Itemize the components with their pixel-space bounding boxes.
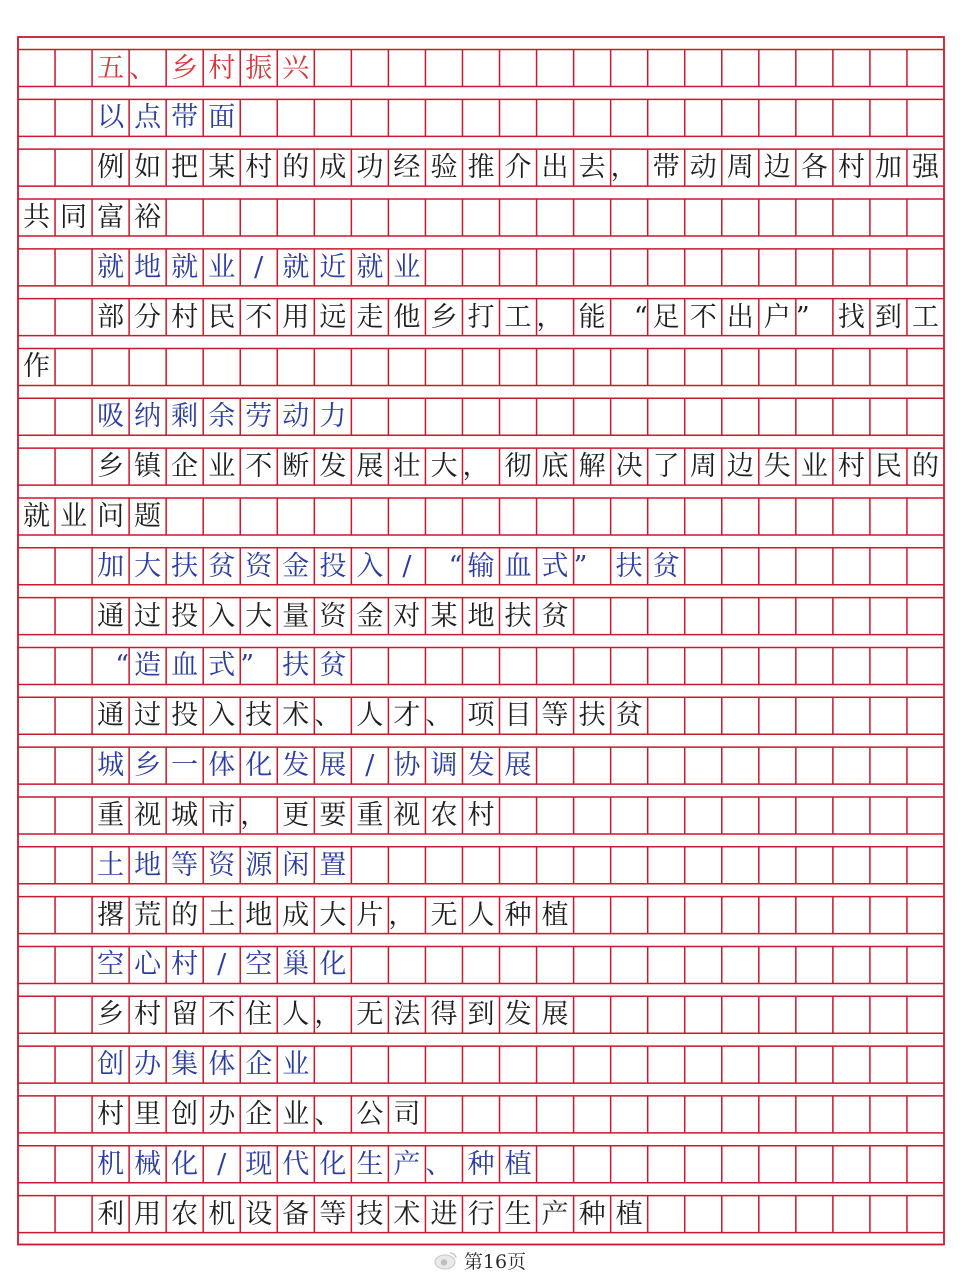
grid-character: 、 bbox=[314, 700, 342, 732]
page-number: 第16页 bbox=[463, 1250, 527, 1273]
grid-character: 远 bbox=[319, 301, 347, 333]
grid-character: 工 bbox=[911, 301, 939, 333]
grid-character: 的 bbox=[171, 899, 199, 931]
grid-character: 近 bbox=[319, 251, 347, 283]
grid-character: 企 bbox=[245, 1098, 273, 1130]
grid-character: 出 bbox=[541, 152, 569, 184]
grid-character: 扶 bbox=[578, 700, 606, 732]
grid-character: 、 bbox=[425, 700, 453, 732]
grid-character: ， bbox=[314, 999, 342, 1031]
grid-character: 式 bbox=[541, 550, 569, 582]
grid-character: 带 bbox=[171, 102, 199, 134]
grid-character: 贫 bbox=[652, 550, 680, 582]
grid-character: 足 bbox=[652, 301, 680, 333]
grid-character: ， bbox=[462, 451, 490, 483]
grid-character: 利 bbox=[97, 1198, 125, 1230]
grid-character: / bbox=[254, 251, 264, 283]
grid-character: 法 bbox=[393, 999, 421, 1031]
grid-character: 村 bbox=[467, 799, 495, 831]
grid-character: 能 bbox=[578, 301, 606, 333]
grid-character: 过 bbox=[134, 700, 162, 732]
grid-character: 置 bbox=[319, 849, 347, 881]
grid-character: 验 bbox=[430, 152, 458, 184]
grid-character: 贫 bbox=[208, 550, 236, 582]
grid-character: 点 bbox=[134, 102, 162, 134]
grid-character: 业 bbox=[282, 1049, 310, 1081]
grid-character: 等 bbox=[171, 849, 199, 881]
grid-character: 一 bbox=[171, 750, 199, 782]
grid-character: 留 bbox=[171, 999, 199, 1031]
grid-character: 投 bbox=[171, 600, 199, 632]
grid-character: 贫 bbox=[615, 700, 643, 732]
grid-character: ， bbox=[388, 899, 416, 931]
grid-character: 人 bbox=[467, 899, 495, 931]
grid-character: 空 bbox=[245, 949, 273, 981]
grid-character: 村 bbox=[97, 1098, 125, 1130]
grid-character: 五 bbox=[97, 52, 125, 84]
grid-character: 村 bbox=[837, 152, 865, 184]
grid-character: 公 bbox=[356, 1098, 384, 1130]
grid-character: 村 bbox=[208, 52, 236, 84]
grid-character: 作 bbox=[23, 351, 50, 383]
grid-character: 打 bbox=[467, 301, 495, 333]
grid-character: 土 bbox=[97, 849, 125, 881]
grid-character: 成 bbox=[282, 899, 310, 931]
grid-character: 产 bbox=[393, 1148, 421, 1180]
grid-character: 造 bbox=[134, 650, 162, 682]
grid-character: 里 bbox=[134, 1098, 162, 1130]
grid-character: 机 bbox=[208, 1198, 236, 1230]
grid-character: 彻 bbox=[504, 451, 532, 483]
grid-character: ， bbox=[536, 301, 564, 333]
grid-character: 地 bbox=[134, 849, 162, 881]
grid-character: 化 bbox=[245, 750, 273, 782]
grid-character: 大 bbox=[430, 451, 458, 483]
grid-character: 城 bbox=[97, 750, 125, 782]
grid-character: 巢 bbox=[282, 949, 310, 981]
grid-character: 进 bbox=[430, 1198, 458, 1230]
grid-character: 民 bbox=[874, 451, 902, 483]
grid-character: 荒 bbox=[134, 899, 162, 931]
grid-character: 到 bbox=[467, 999, 495, 1031]
grid-character: 的 bbox=[911, 451, 939, 483]
grid-character: 经 bbox=[393, 152, 421, 184]
grid-character: 体 bbox=[208, 1049, 236, 1081]
grid-character: 展 bbox=[319, 750, 347, 782]
grid-character: ， bbox=[610, 152, 638, 184]
grid-character: 企 bbox=[245, 1049, 273, 1081]
grid-character: 某 bbox=[430, 600, 458, 632]
grid-character: 劳 bbox=[245, 401, 273, 433]
grid-character: 调 bbox=[430, 750, 458, 782]
grid-character: 协 bbox=[393, 750, 421, 782]
grid-character: 企 bbox=[171, 451, 199, 483]
grid-character: 乡 bbox=[134, 750, 162, 782]
grid-character: / bbox=[217, 1148, 227, 1180]
grid-character: 周 bbox=[726, 152, 754, 184]
grid-character: 设 bbox=[245, 1198, 273, 1230]
grid-character: 动 bbox=[689, 152, 717, 184]
grid-character: 业 bbox=[282, 1098, 310, 1130]
grid-character: ， bbox=[240, 799, 268, 831]
grid-character: 通 bbox=[97, 700, 125, 732]
grid-character: 地 bbox=[467, 600, 495, 632]
grid-character: 乡 bbox=[97, 999, 125, 1031]
grid-character: 集 bbox=[171, 1049, 199, 1081]
grid-character: ” bbox=[795, 301, 810, 333]
grid-character: 推 bbox=[467, 152, 495, 184]
grid-character: 功 bbox=[356, 152, 384, 184]
grid-character: “ bbox=[633, 301, 648, 333]
grid-character: 资 bbox=[208, 849, 236, 881]
grid-character: 动 bbox=[282, 401, 310, 433]
grid-character: 就 bbox=[23, 500, 50, 532]
grid-character: 工 bbox=[504, 301, 532, 333]
grid-character: 展 bbox=[504, 750, 532, 782]
grid-character: 农 bbox=[171, 1198, 199, 1230]
grid-character: 化 bbox=[319, 1148, 347, 1180]
grid-character: ” bbox=[573, 550, 588, 582]
grid-character: 不 bbox=[245, 451, 273, 483]
grid-character: 业 bbox=[60, 500, 88, 532]
grid-character: 到 bbox=[874, 301, 902, 333]
grid-character: 血 bbox=[171, 650, 199, 682]
grid-character: 裕 bbox=[134, 201, 162, 233]
grid-character: 部 bbox=[97, 301, 125, 333]
grid-character: 大 bbox=[134, 550, 162, 582]
grid-character: 体 bbox=[208, 750, 236, 782]
grid-character: 出 bbox=[726, 301, 754, 333]
grid-character: 司 bbox=[393, 1098, 421, 1130]
grid-character: 农 bbox=[430, 799, 458, 831]
grid-character: 强 bbox=[911, 152, 939, 184]
grid-character: 扶 bbox=[504, 600, 532, 632]
grid-character: 镇 bbox=[134, 451, 162, 483]
grid-character: 村 bbox=[837, 451, 865, 483]
grid-character: 某 bbox=[208, 152, 236, 184]
grid-character: 周 bbox=[689, 451, 717, 483]
grid-character: 片 bbox=[356, 899, 384, 931]
grid-character: 过 bbox=[134, 600, 162, 632]
grid-character: 题 bbox=[134, 500, 162, 532]
grid-character: 介 bbox=[504, 152, 532, 184]
grid-character: 就 bbox=[356, 251, 384, 283]
grid-character: 乡 bbox=[171, 52, 199, 84]
grid-character: 入 bbox=[356, 550, 384, 582]
grid-character: 、 bbox=[129, 52, 157, 84]
grid-character: 种 bbox=[467, 1148, 495, 1180]
grid-character: 撂 bbox=[97, 899, 125, 931]
grid-character: 问 bbox=[97, 500, 125, 532]
grid-character: 办 bbox=[208, 1098, 236, 1130]
grid-character: 业 bbox=[208, 251, 236, 283]
grid-character: 植 bbox=[615, 1198, 643, 1230]
grid-character: 机 bbox=[97, 1148, 125, 1180]
grid-character: “ bbox=[448, 550, 463, 582]
grid-character: 才 bbox=[393, 700, 421, 732]
grid-character: 失 bbox=[763, 451, 791, 483]
grid-character: 如 bbox=[134, 152, 162, 184]
grid-character: 大 bbox=[319, 899, 347, 931]
page-footer bbox=[0, 1246, 960, 1274]
grid-character: 创 bbox=[97, 1049, 125, 1081]
grid-character: 各 bbox=[800, 152, 828, 184]
grid-character: 投 bbox=[171, 700, 199, 732]
grid-character: 心 bbox=[134, 949, 162, 981]
grid-character: / bbox=[365, 750, 375, 782]
grid-character: 面 bbox=[208, 102, 236, 134]
grid-character: 项 bbox=[467, 700, 495, 732]
grid-character: 创 bbox=[171, 1098, 199, 1130]
grid-character: 城 bbox=[171, 799, 199, 831]
grid-character: 扶 bbox=[171, 550, 199, 582]
grid-character: 不 bbox=[689, 301, 717, 333]
grid-character: / bbox=[217, 949, 227, 981]
grid-character: 土 bbox=[208, 899, 236, 931]
grid-character: 展 bbox=[541, 999, 569, 1031]
grid-character: 人 bbox=[282, 999, 310, 1031]
grid-character: 通 bbox=[97, 600, 125, 632]
grid-character: 行 bbox=[467, 1198, 495, 1230]
grid-character: 、 bbox=[314, 1098, 342, 1130]
grid-character: 大 bbox=[245, 600, 273, 632]
grid-character: 底 bbox=[541, 451, 569, 483]
grid-character: 产 bbox=[541, 1198, 569, 1230]
grid-character: 金 bbox=[356, 600, 384, 632]
grid-character: 去 bbox=[578, 152, 606, 184]
grid-character: 就 bbox=[282, 251, 310, 283]
grid-character: 技 bbox=[245, 700, 273, 732]
grid-character: 植 bbox=[541, 899, 569, 931]
grid-character: 空 bbox=[97, 949, 125, 981]
grid-character: 视 bbox=[393, 799, 421, 831]
grid-character: 成 bbox=[319, 152, 347, 184]
grid-character: 市 bbox=[208, 799, 236, 831]
grid-character: 纳 bbox=[134, 401, 162, 433]
grid-character: 式 bbox=[208, 650, 236, 682]
grid-character: 等 bbox=[541, 700, 569, 732]
grid-character: 术 bbox=[393, 1198, 421, 1230]
grid-character: 种 bbox=[504, 899, 532, 931]
grid-character: 民 bbox=[208, 301, 236, 333]
grid-character: 分 bbox=[134, 301, 162, 333]
grid-character: 不 bbox=[245, 301, 273, 333]
grid-character: 解 bbox=[578, 451, 606, 483]
grid-character: 乡 bbox=[430, 301, 458, 333]
grid-character: 不 bbox=[208, 999, 236, 1031]
grid-character: 兴 bbox=[282, 52, 310, 84]
grid-character: 资 bbox=[319, 600, 347, 632]
grid-character: 无 bbox=[356, 999, 384, 1031]
grid-character: 他 bbox=[393, 301, 421, 333]
grid-character: 吸 bbox=[97, 401, 125, 433]
grid-character: 以 bbox=[97, 102, 125, 134]
grid-character: 重 bbox=[356, 799, 384, 831]
grid-character: 同 bbox=[60, 201, 88, 233]
grid-character: 械 bbox=[134, 1148, 162, 1180]
grid-character: 用 bbox=[282, 301, 310, 333]
grid-character: 入 bbox=[208, 600, 236, 632]
grid-character: 视 bbox=[134, 799, 162, 831]
grid-character: 人 bbox=[356, 700, 384, 732]
grid-character: 贫 bbox=[319, 650, 347, 682]
grid-character: 的 bbox=[282, 152, 310, 184]
grid-character: 技 bbox=[356, 1198, 384, 1230]
grid-character: 扶 bbox=[615, 550, 643, 582]
grid-character: 要 bbox=[319, 799, 347, 831]
grid-character: 贫 bbox=[541, 600, 569, 632]
grid-character: ” bbox=[240, 650, 255, 682]
grid-character: 就 bbox=[97, 251, 125, 283]
grid-character: 加 bbox=[97, 550, 125, 582]
grid-character: 用 bbox=[134, 1198, 162, 1230]
grid-character: 化 bbox=[171, 1148, 199, 1180]
grid-character: 剩 bbox=[171, 401, 199, 433]
grid-character: 输 bbox=[467, 550, 495, 582]
grid-character: 无 bbox=[430, 899, 458, 931]
grid-character: 量 bbox=[282, 600, 310, 632]
grid-character: “ bbox=[115, 650, 130, 682]
grid-character: 扶 bbox=[282, 650, 310, 682]
weibo-eye-icon bbox=[434, 1250, 458, 1270]
grid-character: 走 bbox=[356, 301, 384, 333]
grid-character: 共 bbox=[23, 201, 50, 233]
grid-character: 入 bbox=[208, 700, 236, 732]
grid-character: 现 bbox=[245, 1148, 273, 1180]
grid-character: / bbox=[402, 550, 412, 582]
grid-character: 更 bbox=[282, 799, 310, 831]
grid-character: 化 bbox=[319, 949, 347, 981]
grid-character: 乡 bbox=[97, 451, 125, 483]
grid-character: 带 bbox=[652, 152, 680, 184]
grid-character: 断 bbox=[282, 451, 310, 483]
grid-character: 展 bbox=[356, 451, 384, 483]
grid-character: 生 bbox=[356, 1148, 384, 1180]
grid-character: 发 bbox=[282, 750, 310, 782]
grid-character: 振 bbox=[245, 52, 273, 84]
grid-character: 例 bbox=[97, 152, 125, 184]
grid-character: 投 bbox=[319, 550, 347, 582]
grid-character: 村 bbox=[134, 999, 162, 1031]
grid-character: 村 bbox=[171, 949, 199, 981]
grid-character: 加 bbox=[874, 152, 902, 184]
grid-character: 决 bbox=[615, 451, 643, 483]
grid-character: 源 bbox=[245, 849, 273, 881]
grid-character: 村 bbox=[171, 301, 199, 333]
grid-character: 办 bbox=[134, 1049, 162, 1081]
grid-character: 闲 bbox=[282, 849, 310, 881]
grid-character: 金 bbox=[282, 550, 310, 582]
grid-character: 生 bbox=[504, 1198, 532, 1230]
grid-character: 备 bbox=[282, 1198, 310, 1230]
grid-character: 、 bbox=[425, 1148, 453, 1180]
grid-character: 业 bbox=[800, 451, 828, 483]
grid-character: 术 bbox=[282, 700, 310, 732]
grid-character: 代 bbox=[282, 1148, 310, 1180]
grid-character: 得 bbox=[430, 999, 458, 1031]
grid-character: 了 bbox=[652, 451, 680, 483]
grid-character: 力 bbox=[319, 401, 347, 433]
grid-character: 富 bbox=[97, 201, 125, 233]
grid-character: 发 bbox=[504, 999, 532, 1031]
grid-character: 余 bbox=[208, 401, 236, 433]
grid-character: 地 bbox=[134, 251, 162, 283]
grid-character: 边 bbox=[726, 451, 754, 483]
grid-character: 壮 bbox=[393, 451, 421, 483]
grid-character: 边 bbox=[763, 152, 791, 184]
grid-character: 发 bbox=[467, 750, 495, 782]
grid-character: 住 bbox=[245, 999, 273, 1031]
grid-character: 地 bbox=[245, 899, 273, 931]
grid-character: 发 bbox=[319, 451, 347, 483]
grid-character: 村 bbox=[245, 152, 273, 184]
grid-character: 重 bbox=[97, 799, 125, 831]
grid-character: 血 bbox=[504, 550, 532, 582]
grid-character: 植 bbox=[504, 1148, 532, 1180]
grid-character: 资 bbox=[245, 550, 273, 582]
grid-character: 找 bbox=[837, 301, 865, 333]
grid-character: 对 bbox=[393, 600, 421, 632]
grid-character: 把 bbox=[171, 152, 199, 184]
grid-character: 目 bbox=[504, 700, 532, 732]
grid-character: 业 bbox=[393, 251, 421, 283]
grid-character: 种 bbox=[578, 1198, 606, 1230]
grid-character: 业 bbox=[208, 451, 236, 483]
grid-character: 就 bbox=[171, 251, 199, 283]
grid-character: 户 bbox=[763, 301, 791, 333]
grid-character: 等 bbox=[319, 1198, 347, 1230]
